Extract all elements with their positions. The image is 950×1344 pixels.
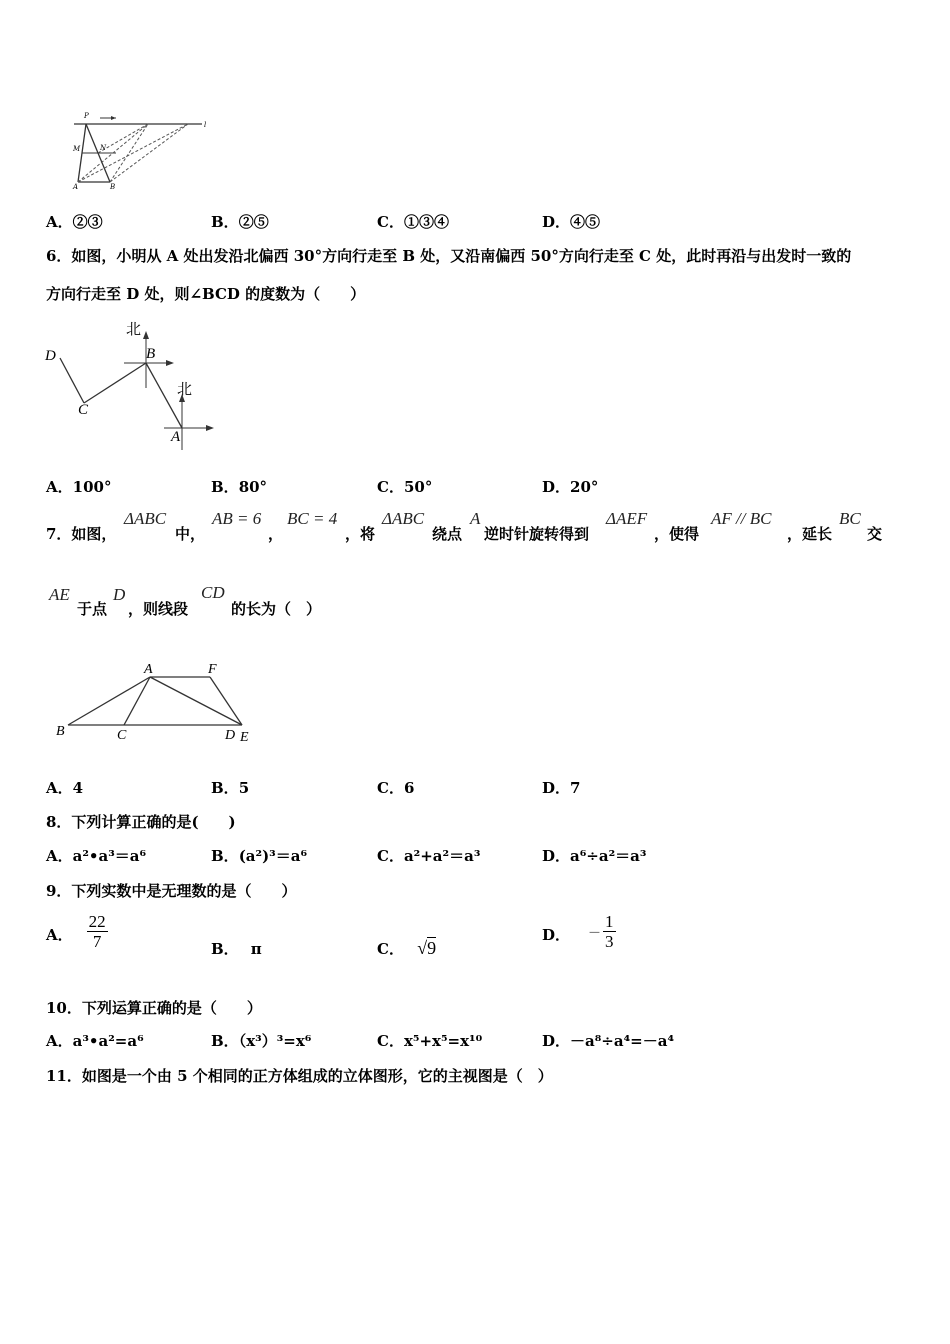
q7-stem-part3: ， bbox=[268, 525, 284, 543]
q9-stem: 9．下列实数中是无理数的是（ ） bbox=[46, 882, 297, 900]
q9-option-d: D． － $\frac{1}{3}$ bbox=[542, 912, 614, 951]
q5-figure bbox=[70, 110, 220, 192]
q7-math-aef: ΔAEF bbox=[606, 509, 648, 528]
q5-label-n: N bbox=[100, 144, 107, 152]
q9-option-c-radicand: 9 bbox=[427, 938, 437, 958]
q6-stem-line2: 方向行走至 D 处，则∠BCD 的度数为（ ） bbox=[46, 285, 366, 303]
q8-option-c: C．a²+a²＝a³ bbox=[377, 847, 481, 865]
q9-option-a-numerator: 22 bbox=[88, 912, 106, 931]
q7-math-cd: CD bbox=[201, 583, 225, 602]
q7-label-e: E bbox=[240, 730, 249, 745]
q7-label-a: A bbox=[144, 662, 153, 677]
q5-label-p: P bbox=[84, 112, 89, 120]
radical-sign: √ bbox=[417, 938, 428, 958]
q9-option-d-numerator: 1 bbox=[605, 912, 614, 931]
q9-option-c: C． √9 bbox=[377, 938, 437, 958]
q8-option-d: D．a⁶÷a²＝a³ bbox=[542, 847, 647, 865]
q7-stem-part1: 7．如图， bbox=[46, 525, 117, 543]
q6-label-north2: 北 bbox=[177, 380, 193, 398]
q7-label-d: D bbox=[225, 728, 236, 743]
q7-math-bc2: BC bbox=[839, 509, 861, 528]
q10-stem: 10．下列运算正确的是（ ） bbox=[46, 999, 262, 1017]
q7-option-d: D．7 bbox=[542, 779, 581, 797]
q7-option-c: C．6 bbox=[377, 779, 415, 797]
q7-stem-part10: 于点 bbox=[77, 600, 108, 618]
q7-label-b: B bbox=[56, 724, 65, 739]
q7-stem-part8: ，延长 bbox=[787, 525, 833, 543]
q9-option-a-denominator: 7 bbox=[92, 932, 102, 951]
q7-figure bbox=[50, 655, 260, 750]
q7-label-f: F bbox=[208, 662, 217, 677]
q6-option-b: B．80° bbox=[211, 478, 268, 496]
q7-option-b: B．5 bbox=[211, 779, 250, 797]
q7-stem-part9: 交 bbox=[867, 525, 883, 543]
q7-stem-part5: 绕点 bbox=[432, 525, 463, 543]
q8-option-b: B．(a²)³＝a⁶ bbox=[211, 847, 308, 865]
q7-math-ab: AB = 6 bbox=[212, 509, 262, 528]
q7-label-c: C bbox=[117, 728, 127, 743]
q10-option-c: C．x⁵+x⁵=x¹⁰ bbox=[377, 1032, 483, 1050]
q6-label-north1: 北 bbox=[126, 320, 142, 338]
q7-stem-part11: ，则线段 bbox=[128, 600, 189, 618]
q7-math-d: D bbox=[113, 585, 126, 604]
q7-stem-part12: 的长为（ ） bbox=[231, 600, 322, 618]
q6-stem-line1: 6．如图，小明从 A 处出发沿北偏西 30°方向行走至 B 处，又沿南偏西 50°方向行走至 C 处，此时再沿与出发时一致的 bbox=[46, 247, 852, 265]
q10-option-b: B．（x³）³=x⁶ bbox=[211, 1032, 312, 1050]
q7-math-ae: AE bbox=[49, 585, 70, 604]
q5-option-b: B．②⑤ bbox=[211, 213, 269, 231]
q9-option-a: A． $\frac{22}{7}$ bbox=[46, 912, 106, 951]
q6-figure bbox=[40, 318, 225, 458]
q8-option-a: A．a²•a³＝a⁶ bbox=[46, 847, 147, 865]
q5-option-a: A．②③ bbox=[46, 213, 103, 231]
q7-stem-part6: 逆时针旋转得到 bbox=[484, 525, 590, 543]
q5-label-b: B bbox=[110, 183, 116, 191]
q9-option-d-denominator: 3 bbox=[605, 932, 614, 951]
q7-stem-part4: ，将 bbox=[345, 525, 376, 543]
q10-option-d: D．－a⁸÷a⁴=－a⁴ bbox=[542, 1032, 675, 1050]
q6-label-d: D bbox=[45, 348, 56, 364]
q5-label-l: l bbox=[204, 121, 207, 129]
q7-option-a: A．4 bbox=[46, 779, 84, 797]
q7-stem-part7: ，使得 bbox=[654, 525, 700, 543]
q6-label-c: C bbox=[78, 402, 89, 418]
q6-label-a: A bbox=[171, 429, 181, 445]
q7-math-bc: BC = 4 bbox=[287, 509, 338, 528]
q10-option-a: A．a³•a²=a⁶ bbox=[46, 1032, 144, 1050]
q11-stem: 11．如图是一个由 5 个相同的正方体组成的立体图形，它的主视图是（ ） bbox=[46, 1067, 553, 1085]
q9-option-b: B． π bbox=[211, 940, 262, 958]
q8-stem: 8．下列计算正确的是( ) bbox=[46, 813, 236, 831]
q7-math-a: A bbox=[470, 509, 481, 528]
q7-math-abc1: ΔABC bbox=[124, 509, 167, 528]
q5-option-d: D．④⑤ bbox=[542, 213, 601, 231]
q5-option-c: C．①③④ bbox=[377, 213, 449, 231]
q5-label-m: M bbox=[73, 145, 81, 153]
q5-label-a: A bbox=[73, 183, 79, 191]
q6-option-c: C．50° bbox=[377, 478, 433, 496]
q6-label-b: B bbox=[146, 346, 156, 362]
q6-option-d: D．20° bbox=[542, 478, 599, 496]
q7-math-af-parallel-bc: AF // BC bbox=[711, 509, 772, 528]
q7-stem-part2: 中， bbox=[175, 525, 206, 543]
q7-math-abc2: ΔABC bbox=[382, 509, 425, 528]
q6-option-a: A．100° bbox=[46, 478, 112, 496]
